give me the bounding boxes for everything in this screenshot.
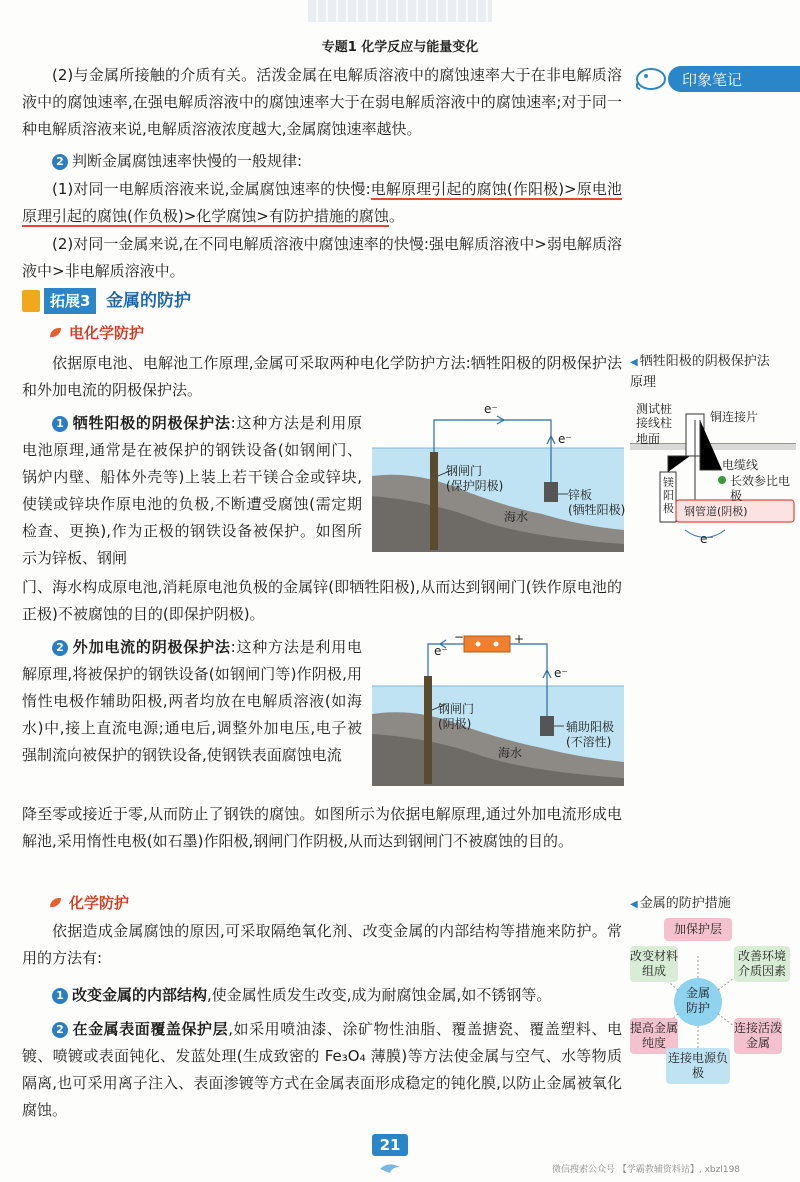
pipe-label: 钢管道(阴极) — [684, 505, 748, 518]
electron-label: e⁻ — [700, 532, 714, 546]
electro-intro: 依据原电池、电解池工作原理,金属可采取两种电化学防护方法:牺牲阳极的阴极保护法和外加电流的阴极保护法。 — [22, 354, 622, 399]
measure-left-bottom: 提高金属纯度 — [630, 1018, 678, 1054]
note-header — [628, 62, 800, 96]
figure-2-svg — [372, 634, 624, 786]
electron-label: e⁻ — [554, 666, 568, 680]
section-tag: 拓展3 — [44, 288, 96, 314]
paragraph-medium: (2)与金属所接触的介质有关。活泼金属在电解质溶液中的腐蚀速率大于在非电解质溶液中的腐蚀速率,在强电解质溶液中的腐蚀速率大于在弱电解质溶液中的腐蚀速率;对于同一种电解质溶液来说,电解质溶液浓度越大,金属腐蚀速率越快。 — [22, 66, 622, 138]
terminal-label: 接线柱 — [636, 416, 673, 430]
water-label: 海水 — [504, 510, 529, 524]
method-2-cont: 降至零或接近于零,从而防止了钢铁的腐蚀。如图所示为依据电解原理,通过外加电流形成电解池,采用惰性电极(如石墨)作阳极,钢闸门作阴极,从而达到钢闸门不被腐蚀的目的。 — [22, 805, 622, 850]
chem-2-text: ,如采用喷油漆、涂矿物性油脂、覆盖搪瓷、覆盖塑料、电镀、喷镀或表面钝化、发蓝处理(生成致密的 Fe₃O₄ 薄膜)等方法使金属与空气、水等物质隔离,也可采用离子注入、表面渗镀等方式在金属表面形成稳定的钝化膜,以防止金属被氧化腐蚀。 — [22, 1020, 622, 1119]
header-title: 专题1 化学反应与能量变化 — [321, 40, 479, 55]
header-deco — [308, 0, 492, 22]
rule-1-underlined: 电解原理引起的腐蚀(作阳极)>原电池原理引起的腐蚀(作负极)>化学腐蚀>有防护措施的腐蚀 — [22, 180, 622, 225]
leaf-icon — [50, 898, 61, 907]
number-badge: 2 — [52, 154, 68, 170]
reference-electrode-label: 长效参比电极 — [730, 474, 791, 503]
cable-label: 电缆线 — [722, 458, 759, 472]
subheading-electro: 电化学防护 — [50, 322, 144, 343]
side-caption-1: ◀ 牺牲阳极的阴极保护法原理 — [630, 354, 770, 390]
number-badge: 1 — [52, 988, 68, 1004]
chem-1-text: ,使金属性质发生改变,成为耐腐蚀金属,如不锈钢等。 — [207, 986, 552, 1004]
header-bar — [0, 0, 800, 55]
electron-label: e⁻ — [484, 402, 498, 416]
rule-title: 判断金属腐蚀速率快慢的一般规律: — [72, 152, 303, 170]
note-title-bar — [668, 66, 800, 92]
side-figure-measures — [630, 918, 792, 1084]
gate-label: 钢闸门 (阴极) — [438, 702, 475, 731]
electron-label: e⁻ — [558, 432, 572, 446]
bird-icon — [378, 1160, 402, 1174]
rule-1-end: 。 — [388, 207, 404, 225]
gate-label: 钢闸门 (保护阴极) — [446, 464, 504, 493]
triangle-icon: ◀ — [630, 899, 638, 910]
method-1 — [22, 410, 362, 572]
chem-intro: 依据造成金属腐蚀的原因,可采取隔绝氧化剂、改变金属的内部结构等措施来防护。常用的方法有: — [22, 922, 622, 967]
side-caption-2: ◀ 金属的防护措施 — [630, 896, 731, 911]
chem-2-title: 在金属表面覆盖保护层 — [72, 1020, 229, 1038]
rule-1 — [22, 176, 622, 230]
measure-left-top: 改变材料组成 — [630, 946, 678, 982]
chem-1-title: 改变金属的内部结构 — [72, 986, 208, 1004]
subheading-chem: 化学防护 — [50, 892, 129, 913]
number-badge: 1 — [52, 416, 68, 432]
rule-heading — [22, 148, 622, 175]
method-1-text: :这种方法是利用原电池原理,通常是在被保护的钢铁设备(如钢闸门、锅炉内壁、船体外壳等)上装上若干镁合金或锌块,使镁或锌块作原电池的负极,不断遭受腐蚀(需定期检查、更换),作为正极的钢铁设备被保护。如图所示为锌板、钢闸 — [22, 414, 362, 567]
ground-label: 地面 — [636, 432, 661, 446]
rule-2: (2)对同一金属来说,在不同电解质溶液中腐蚀速率的快慢:强电解质溶液中>弱电解质溶液中>非电解质溶液中。 — [22, 235, 622, 280]
electron-label: e⁻ — [434, 644, 448, 658]
book-icon — [22, 290, 40, 312]
figure-sacrificial-anode — [372, 402, 626, 552]
minus-sign: − — [454, 630, 465, 644]
measure-center: 金属 防护 — [685, 986, 710, 1015]
rule-1-prefix: (1)对同一电解质溶液来说,金属腐蚀速率的快慢: — [52, 180, 371, 198]
page-number: 21 — [379, 1136, 401, 1154]
measure-top: 加保护层 — [664, 918, 732, 941]
method-1-title: 牺牲阳极的阴极保护法 — [72, 414, 231, 432]
chem-1 — [22, 982, 622, 1009]
water-label: 海水 — [498, 746, 523, 760]
measure-right-top: 改善环境介质因素 — [734, 946, 790, 982]
number-badge: 2 — [52, 1022, 68, 1038]
section-title: 金属的防护 — [106, 291, 191, 311]
leaf-icon — [50, 328, 61, 337]
measure-bottom: 连接电源负极 — [666, 1048, 730, 1084]
method-2-title: 外加电流的阴极保护法 — [72, 638, 231, 656]
chem-2 — [22, 1016, 622, 1124]
watermark: 微信搜索公众号 【学霸教辅资料站】, xbzl198 — [552, 1165, 741, 1175]
method-2-text: :这种方法是利用电解原理,将被保护的钢铁设备(如钢闸门等)作阴极,用惰性电极作辅助阳极,两者均放在电解质溶液(如海水)中,接上直流电源;通电后,调整外加电压,电子被强制流向被保护的钢铁设备,使钢铁表面腐蚀电流 — [22, 638, 362, 764]
mg-anode-label: 镁阳极 — [663, 476, 674, 515]
anode-label: 辅助阳极 (不溶性) — [566, 720, 615, 749]
side-figure-pipeline — [630, 400, 796, 550]
zinc-label: 锌板 (牺牲阳极) — [568, 488, 626, 517]
figure-impressed-current — [372, 630, 624, 786]
method-1-cont: 门、海水构成原电池,消耗原电池负极的金属锌(即牺牲阳极),从而达到钢闸门(铁作原电池的正极)不被腐蚀的目的(即保护阴极)。 — [22, 578, 622, 623]
measure-right-bottom: 连接活泼金属 — [734, 1018, 782, 1054]
copper-plate-label: 铜连接片 — [710, 410, 759, 424]
number-badge: 2 — [52, 640, 68, 656]
method-2 — [22, 634, 362, 769]
elephant-icon — [634, 64, 668, 92]
page-number-box — [372, 1134, 408, 1156]
test-post-label: 测试桩 — [636, 402, 673, 416]
plus-sign: + — [514, 632, 525, 646]
note-title: 印象笔记 — [682, 71, 743, 89]
triangle-icon: ◀ — [630, 357, 638, 368]
